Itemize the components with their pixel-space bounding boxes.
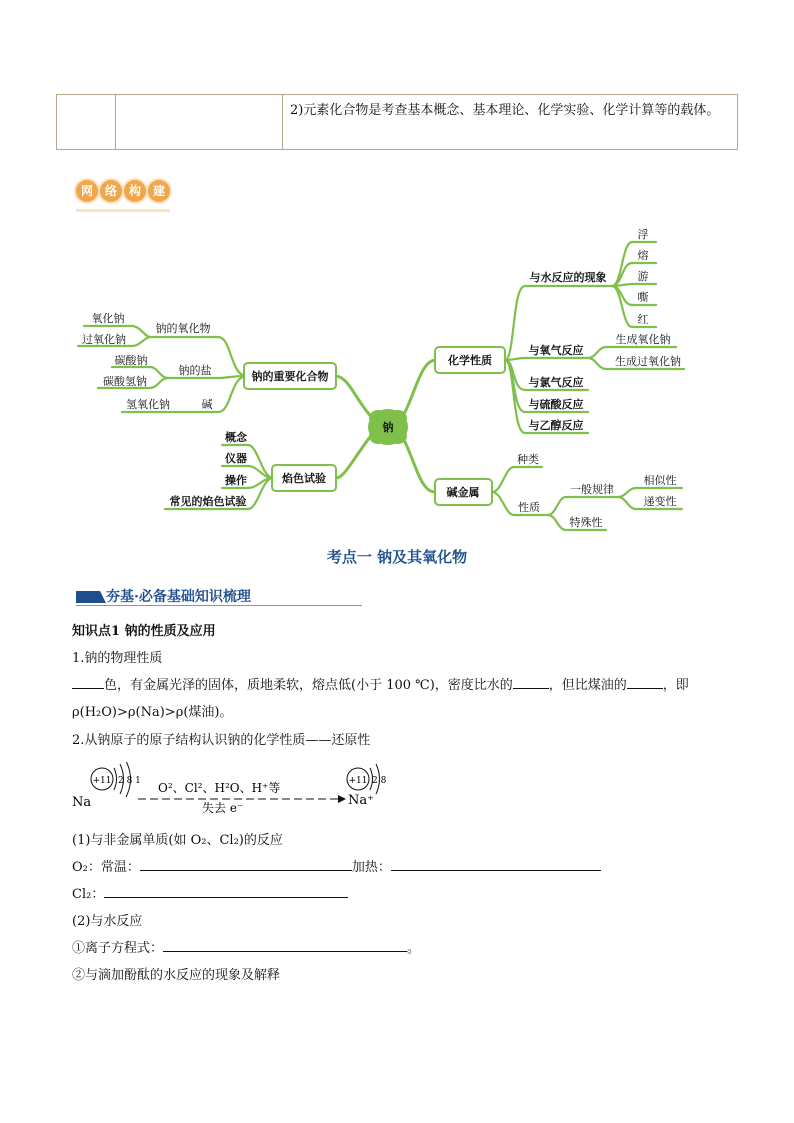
leaf-melt: 熔 (637, 249, 649, 262)
paragraph-line (72, 883, 348, 902)
node-alkali: 碱金属 (446, 486, 480, 499)
node-flame: 焰色试验 (282, 472, 326, 485)
paragraph-line (72, 856, 601, 875)
badge-char: 建 (148, 180, 170, 202)
leaf-operation: 操作 (225, 474, 247, 487)
question: (1)与非金属单质(如 O₂、Cl₂)的反应 (72, 833, 283, 848)
text: 色，有金属光泽的固体，质地柔软，熔点低(小于 100 ℃)，密度比水的 (104, 678, 513, 693)
knowledge-point-title: 知识点1 钠的性质及应用 (72, 624, 216, 639)
badge-char: 构 (124, 180, 146, 202)
banner-underline (76, 605, 362, 606)
question: (2)与水反应 (72, 914, 143, 929)
leaf-special: 特殊性 (569, 516, 603, 529)
text: O₂：常温： (72, 860, 140, 875)
banner-block (76, 591, 106, 603)
text: ①离子方程式： (72, 941, 164, 956)
banner (76, 585, 362, 607)
answer-blank[interactable] (72, 676, 104, 689)
banner-label: 夯基·必备基础知识梳理 (106, 589, 251, 605)
leaf-common-flame: 常见的焰色试验 (169, 495, 247, 508)
node-sulfuric: 与硫酸反应 (528, 398, 584, 411)
text: ，即 (662, 678, 689, 693)
sodium-symbol: Na (72, 795, 92, 810)
section-title: 考点一 钠及其氧化物 (326, 548, 468, 566)
text: Cl₂： (72, 887, 105, 902)
leaf-prop: 性质 (518, 501, 540, 514)
node-water: 与水反应的现象 (529, 271, 607, 284)
paragraph-line (72, 674, 689, 693)
answer-blank[interactable] (140, 858, 352, 871)
answer-blank[interactable] (163, 939, 407, 952)
ion-shell-electrons: 2 8 (372, 776, 387, 786)
shell-electrons: 2 8 1 (118, 776, 141, 786)
leaf-similar: 相似性 (643, 474, 677, 487)
leaf-kind: 种类 (517, 453, 539, 466)
leaf-general: 一般规律 (570, 483, 614, 496)
node-chem: 化学性质 (448, 354, 492, 367)
center-label: 钠 (382, 421, 394, 434)
leaf-na2o: 氧化钠 (91, 312, 125, 325)
leaf-gradual: 递变性 (643, 495, 677, 508)
badge-char: 络 (100, 180, 122, 202)
answer-blank[interactable] (513, 676, 549, 689)
leaf-gen-na2o: 生成氧化钠 (615, 333, 671, 346)
answer-blank[interactable] (391, 858, 601, 871)
answer-blank[interactable] (104, 885, 348, 898)
nucleus-label: +11 (92, 776, 112, 786)
node-chlorine: 与氯气反应 (528, 376, 584, 389)
atom-diagram (66, 762, 406, 820)
paragraph-title: 2.从钠原子的原子结构认识钠的化学性质——还原性 (72, 733, 371, 748)
node-oxygen: 与氧气反应 (528, 344, 584, 357)
node-compounds: 钠的重要化合物 (251, 370, 329, 383)
leaf-float: 浮 (637, 228, 649, 241)
mindmap (0, 0, 794, 560)
leaf-na2o2: 过氧化钠 (82, 333, 126, 346)
lose-electron-label: 失去 e⁻ (202, 801, 244, 815)
paragraph-line: ρ(H₂O)>ρ(Na)>ρ(煤油)。 (72, 705, 233, 720)
paragraph-title: 1.钠的物理性质 (72, 651, 163, 666)
badge-char: 网 (76, 180, 98, 202)
leaf-instrument: 仪器 (225, 452, 247, 465)
leaf-naoh: 氢氧化钠 (126, 398, 170, 411)
node-salts: 钠的盐 (178, 364, 212, 377)
text: 加热： (351, 860, 391, 875)
text: 。 (407, 941, 421, 956)
leaf-hiss: 嘶 (637, 291, 649, 304)
paragraph-line (72, 937, 420, 956)
node-base: 碱 (201, 398, 213, 411)
ion-nucleus-label: +11 (348, 776, 368, 786)
node-oxides: 钠的氧化物 (155, 322, 211, 335)
leaf-red: 红 (637, 313, 649, 326)
node-ethanol: 与乙醇反应 (528, 419, 584, 432)
answer-blank[interactable] (627, 676, 663, 689)
leaf-na2co3: 碳酸钠 (114, 354, 148, 367)
sodium-ion-symbol: Na⁺ (348, 793, 374, 808)
leaf-swim: 游 (637, 270, 649, 283)
table-text: 2)元素化合物是考查基本概念、基本理论、化学实验、化学计算等的载体。 (290, 103, 720, 118)
center-node (368, 409, 408, 445)
text: ，但比煤油的 (548, 678, 627, 693)
question: ②与滴加酚酞的水反应的现象及解释 (72, 968, 281, 983)
leaf-nahco3: 碳酸氢钠 (103, 375, 147, 388)
leaf-gen-na2o2: 生成过氧化钠 (615, 355, 681, 368)
leaf-concept: 概念 (225, 431, 247, 444)
reagents-label: O²、Cl²、H²O、H⁺等 (158, 781, 281, 795)
